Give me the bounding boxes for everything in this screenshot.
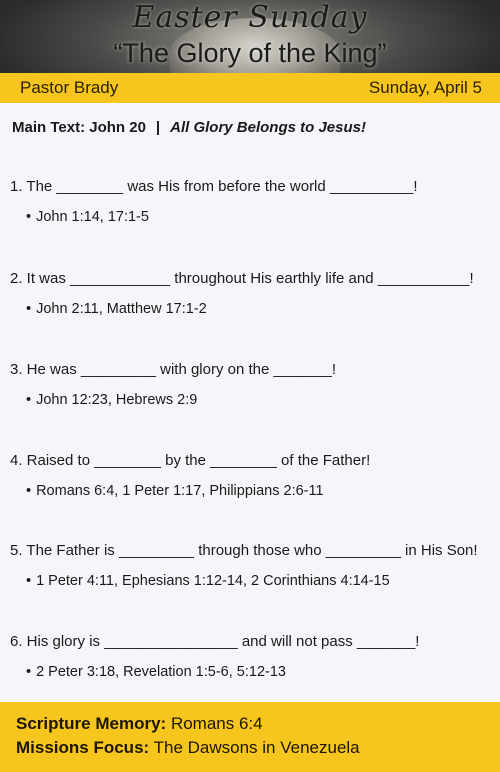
point-2-refs [26, 301, 207, 317]
point-5-refs [26, 573, 390, 589]
sermon-title: “The Glory of the King” [113, 38, 387, 68]
point-2: 2. It was ____________ throughout His earthly life and ___________! [10, 270, 474, 287]
point-1: 1. The ________ was His from before the world __________! [10, 178, 418, 195]
banner-script-title: Easter Sunday [132, 0, 368, 35]
bullet: • [26, 664, 32, 680]
ref-text: 1 Peter 4:11, Ephesians 1:12-14, 2 Corinthians 4:14-15 [36, 573, 390, 589]
point-6: 6. His glory is ________________ and will not pass _______! [10, 633, 420, 650]
missions-focus-label: Missions Focus: [16, 738, 150, 757]
pastor-name: Pastor Brady [20, 78, 119, 97]
point-4-refs [26, 483, 324, 499]
point-6-refs [26, 664, 286, 680]
main-text-line [12, 119, 366, 136]
point-4: 4. Raised to ________ by the ________ of the Father! [10, 452, 371, 469]
ref-text: John 2:11, Matthew 17:1-2 [36, 301, 207, 317]
ref-text: John 12:23, Hebrews 2:9 [36, 392, 198, 408]
ref-text: Romans 6:4, 1 Peter 1:17, Philippians 2:6-11 [36, 483, 324, 499]
bullet: • [26, 392, 32, 408]
header-banner [0, 0, 500, 73]
main-text-separator: | [155, 119, 161, 136]
bullet: • [26, 483, 32, 499]
footer-bar [0, 702, 500, 772]
point-3-refs [26, 392, 197, 408]
scripture-memory-label: Scripture Memory: [16, 714, 167, 733]
missions-focus-value: The Dawsons in Venezuela [153, 738, 360, 757]
scripture-memory [16, 714, 263, 734]
point-1-refs [26, 209, 149, 225]
point-3: 3. He was _________ with glory on the _______! [10, 361, 337, 378]
missions-focus [16, 738, 360, 758]
bullet: • [26, 301, 32, 317]
service-date: Sunday, April 5 [368, 78, 482, 97]
sermon-theme: All Glory Belongs to Jesus! [170, 119, 366, 136]
ref-text: John 1:14, 17:1-5 [36, 209, 149, 225]
bullet: • [26, 573, 32, 589]
scripture-memory-value: Romans 6:4 [170, 714, 263, 733]
main-text-label: Main Text: John 20 [12, 119, 146, 136]
ref-text: 2 Peter 3:18, Revelation 1:5-6, 5:12-13 [36, 664, 286, 680]
bullet: • [26, 209, 32, 225]
point-5: 5. The Father is _________ through those who _________ in His Son! [10, 542, 478, 559]
info-bar [0, 73, 500, 103]
